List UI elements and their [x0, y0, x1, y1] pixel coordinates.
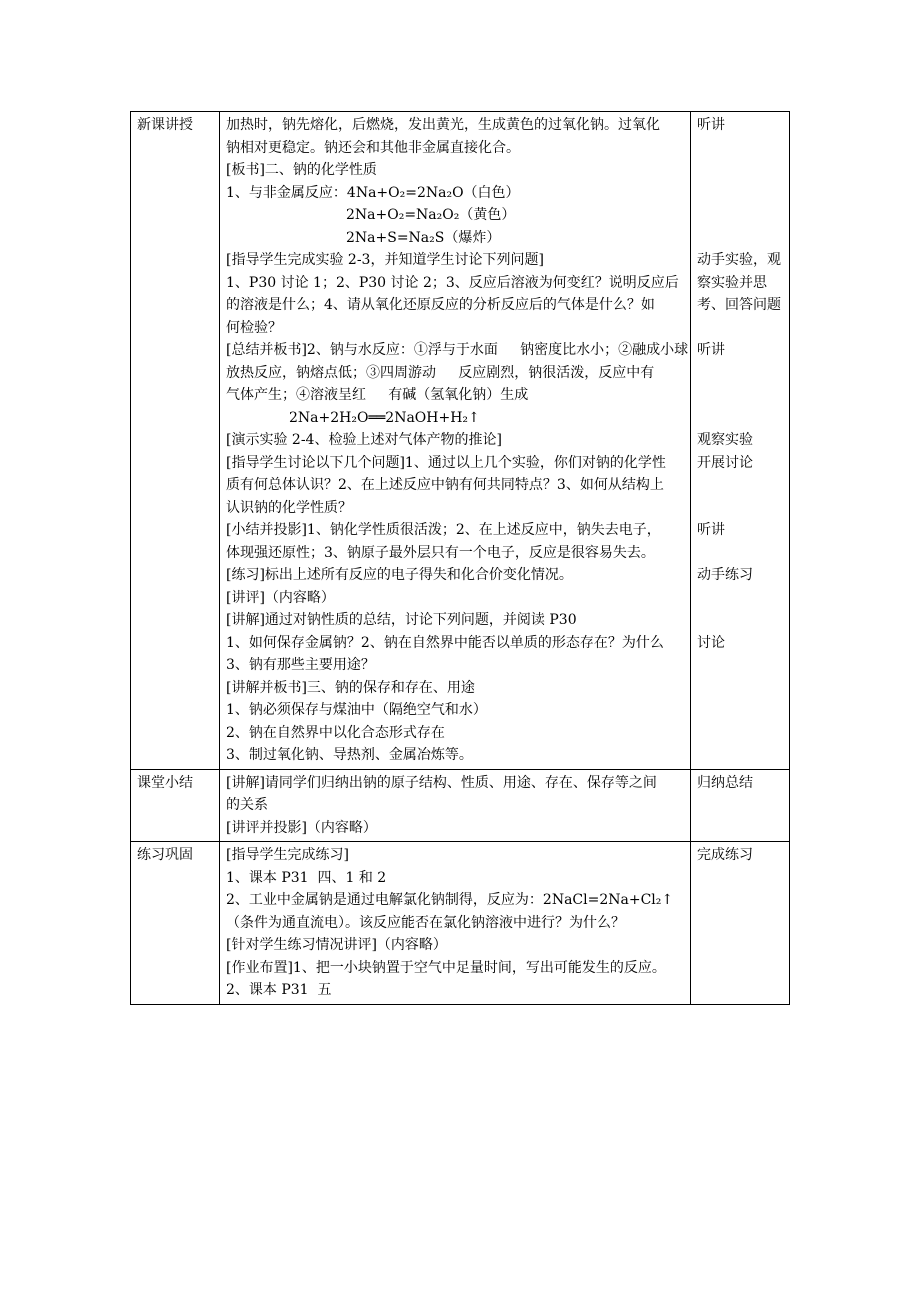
- activity-line: 考、回答问题: [697, 297, 781, 313]
- table-row: [131, 112, 790, 770]
- content-line: 钠相对更稳定。钠还会和其他非金属直接化合。: [226, 139, 520, 156]
- content-line: 放热反应，钠熔点低；③四周游动 反应剧烈，钠很活泼，反应中有: [226, 364, 655, 381]
- content-line: [板书]二、钠的化学性质: [226, 162, 377, 178]
- content-cell: [220, 769, 691, 842]
- activity-cell: [691, 842, 790, 1005]
- content-line: 认识钠的化学性质？: [226, 499, 352, 516]
- content-line: [指导学生讨论以下几个问题]1、通过以上几个实验，你们对钠的化学性: [226, 454, 666, 471]
- content-line: [针对学生练习情况讲评]（内容略）: [226, 937, 447, 953]
- activity-line: 归纳总结: [697, 774, 753, 791]
- content-cell: [220, 112, 691, 770]
- content-line: [讲解]请同学们归纳出钠的原子结构、性质、用途、存在、保存等之间: [226, 774, 657, 791]
- content-line: 1、钠必须保存与煤油中（隔绝空气和水）: [226, 702, 487, 718]
- content-line: [小结并投影]1、钠化学性质很活泼；2、在上述反应中，钠失去电子，: [226, 522, 661, 538]
- content-line: （条件为通直流电）。该反应能否在氯化钠溶液中进行？为什么？: [226, 914, 625, 931]
- activity-line: 听讲: [697, 342, 725, 358]
- content-line: 1、如何保存金属钠？2、钠在自然界中能否以单质的形态存在？为什么: [226, 634, 664, 651]
- content-line: [演示实验 2-4、检验上述对气体产物的推论]: [226, 432, 502, 448]
- content-line: 体现强还原性；3、钠原子最外层只有一个电子，反应是很容易失去。: [226, 544, 655, 561]
- content-line: 何检验？: [226, 319, 282, 336]
- lesson-plan-table: [130, 111, 790, 1005]
- content-line: [讲评并投影]（内容略）: [226, 819, 377, 836]
- activity-line: 听讲: [697, 117, 725, 133]
- content-line: 3、钠有那些主要用途？: [226, 657, 375, 673]
- section-cell: [131, 769, 220, 842]
- activity-line: 听讲: [697, 522, 725, 538]
- content-line: [总结并板书]2、钠与水反应：①浮与于水面 钠密度比水小；②融成小球: [226, 342, 689, 358]
- content-cell: [220, 842, 691, 1005]
- content-line: 2、工业中金属钠是通过电解氯化钠制得，反应为：2NaCl=2Na+Cl₂↑: [226, 892, 674, 908]
- activity-line: 察实验并思: [697, 274, 767, 291]
- section-cell: [131, 112, 220, 770]
- content-line: 1、P30 讨论 1；2、P30 讨论 2；3、反应后溶液为何变红？说明反应后: [226, 274, 679, 291]
- table-row: [131, 842, 790, 1005]
- content-line: 加热时，钠先熔化，后燃烧，发出黄光，生成黄色的过氧化钠。过氧化: [226, 117, 660, 133]
- section-label: 课堂小结: [137, 774, 193, 791]
- table-row: [131, 769, 790, 842]
- content-line: 2、课本 P31 五: [226, 982, 332, 998]
- content-line: [练习]标出上述所有反应的电子得失和化合价变化情况。: [226, 567, 573, 583]
- content-line: 的关系: [226, 797, 268, 813]
- section-cell: [131, 842, 220, 1005]
- activity-line: 讨论: [697, 634, 725, 651]
- activity-cell: [691, 769, 790, 842]
- content-line: 1、与非金属反应：4Na+O₂=2Na₂O（白色）: [226, 184, 520, 201]
- activity-cell: [691, 112, 790, 770]
- equation-line: 2Na+2H₂O══2NaOH+H₂↑: [289, 409, 480, 426]
- equation-line: 2Na+O₂=Na₂O₂（黄色）: [346, 207, 516, 223]
- activity-line: 完成练习: [697, 847, 753, 863]
- content-line: 2、钠在自然界中以化合态形式存在: [226, 724, 445, 741]
- content-line: 的溶液是什么；4、请从氧化还原反应的分析反应后的气体是什么？如: [226, 297, 655, 313]
- content-line: [讲评]（内容略）: [226, 589, 335, 606]
- activity-line: 动手实验，观: [697, 252, 781, 268]
- activity-line: 动手练习: [697, 567, 753, 583]
- section-label: 练习巩固: [137, 847, 193, 863]
- content-line: 1、课本 P31 四、1 和 2: [226, 869, 387, 886]
- activity-line: 开展讨论: [697, 454, 753, 471]
- content-line: 质有何总体认识？2、在上述反应中钠有何共同特点？3、如何从结构上: [226, 477, 664, 493]
- equation-line: 2Na+S=Na₂S（爆炸）: [346, 229, 501, 246]
- section-label: 新课讲授: [137, 117, 193, 133]
- content-line: [指导学生完成实验 2-3，并知道学生讨论下列问题]: [226, 252, 544, 268]
- content-line: 气体产生；④溶液呈红 有碱（氢氧化钠）生成: [226, 387, 529, 403]
- content-line: [作业布置]1、把一小块钠置于空气中足量时间，写出可能发生的反应。: [226, 959, 666, 976]
- activity-line: 观察实验: [697, 432, 753, 448]
- content-line: [讲解并板书]三、钠的保存和存在、用途: [226, 679, 475, 696]
- content-line: [指导学生完成练习]: [226, 847, 349, 863]
- content-line: 3、制过氧化钠、导热剂、金属冶炼等。: [226, 747, 473, 763]
- content-line: [讲解]通过对钠性质的总结，讨论下列问题，并阅读 P30: [226, 612, 577, 628]
